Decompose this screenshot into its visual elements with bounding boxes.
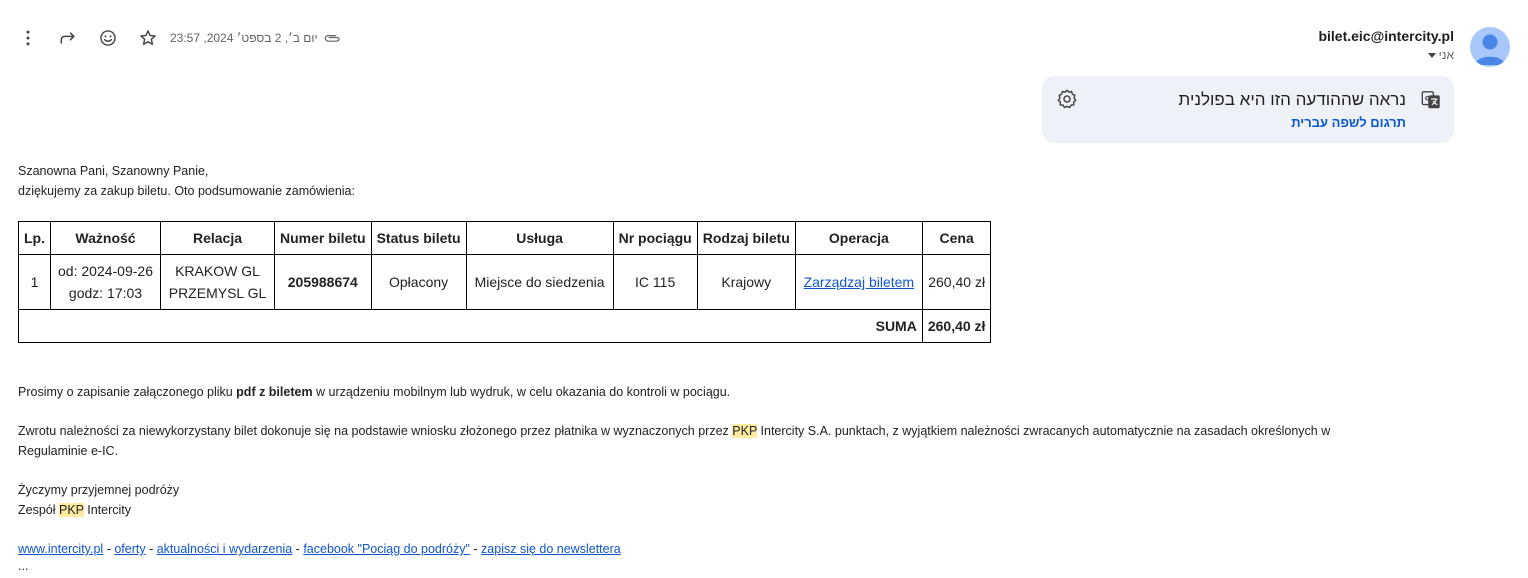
refund-text-b: Intercity S.A. punktach, z wyjątkiem należności zwracanych automatycznie na zasadach określonych w (757, 424, 1331, 438)
header-operation: Operacja (795, 222, 922, 255)
pdf-instruction-paragraph (18, 382, 1418, 402)
link-news[interactable]: aktualności i wydarzenia (156, 542, 293, 556)
translate-banner (1042, 76, 1454, 143)
sender-block (1318, 28, 1454, 62)
header-price: Cena (922, 222, 991, 255)
link-facebook[interactable]: facebook "Pociąg do podróży" (303, 542, 470, 556)
translate-link[interactable]: תרגום לשפה עברית (1291, 115, 1406, 130)
footer-links (18, 539, 1418, 559)
signature-line (18, 500, 1418, 520)
sum-value: 260,40 zł (922, 310, 991, 343)
message-toolbar (14, 24, 342, 52)
person-icon (1470, 27, 1510, 67)
link-offers[interactable]: oferty (114, 542, 146, 556)
header-lp: Lp. (19, 222, 51, 255)
cell-train: IC 115 (613, 255, 697, 310)
gear-icon[interactable] (1056, 88, 1078, 110)
cell-service: Miejsce do siedzenia (466, 255, 613, 310)
signature-text-a: Zespół (18, 503, 59, 517)
translate-icon (1420, 89, 1442, 111)
pdf-text-bold: pdf z biletem (236, 385, 313, 399)
more-options-button[interactable] (14, 24, 42, 52)
svg-text:G: G (1424, 94, 1431, 103)
header-status: Status biletu (371, 222, 466, 255)
validity-time: godz: 17:03 (68, 285, 143, 301)
cell-price: 260,40 zł (922, 255, 991, 310)
wishes-line: Życzymy przyjemnej podróży (18, 483, 180, 497)
header-route: Relacja (161, 222, 275, 255)
header-validity: Ważność (51, 222, 161, 255)
sum-row (19, 310, 991, 343)
cell-operation (795, 255, 922, 310)
separator: - (292, 542, 304, 556)
avatar[interactable] (1470, 27, 1510, 67)
cell-route (161, 255, 275, 310)
order-table (18, 221, 991, 343)
pdf-text-c: w urządzeniu mobilnym lub wydruk, w celu okazania do kontroli w pociągu. (312, 385, 731, 399)
add-reaction-button[interactable] (94, 24, 122, 52)
greeting-line-1: Szanowna Pani, Szanowny Panie, (18, 164, 209, 178)
chevron-down-icon (1428, 53, 1436, 58)
validity-from: od: 2024-09-26 (58, 263, 153, 279)
separator: - (469, 542, 482, 556)
refund-text-a: Zwrotu należności za niewykorzystany bilet dokonuje się na podstawie wniosku złożonego przez płatnika w wyznaczonych przez (18, 424, 733, 438)
route-to: PRZEMYSL GL (168, 285, 267, 301)
header-train: Nr pociągu (613, 222, 697, 255)
attachment-icon (324, 29, 342, 47)
refund-text-c: Regulaminie e-IC. (18, 444, 119, 458)
cell-lp: 1 (19, 255, 51, 310)
signature-highlight: PKP (59, 503, 84, 517)
table-header-row (19, 222, 991, 255)
more-vert-icon (18, 28, 38, 48)
refund-paragraph (18, 421, 1418, 461)
sum-label: SUMA (19, 310, 923, 343)
star-icon (138, 28, 158, 48)
greeting-line-2: dziękujemy za zakup biletu. Oto podsumowanie zamówienia: (18, 184, 355, 198)
recipient-details[interactable] (1318, 48, 1454, 62)
recipient-label: אני (1438, 48, 1454, 62)
separator: - (103, 542, 115, 556)
cell-validity (51, 255, 161, 310)
header-ticket-number: Numer biletu (275, 222, 372, 255)
cell-status: Opłacony (371, 255, 466, 310)
sender-email[interactable]: bilet.eic@intercity.pl (1318, 28, 1454, 44)
star-button[interactable] (134, 24, 162, 52)
separator: - (145, 542, 157, 556)
manage-ticket-link[interactable]: Zarządzaj biletem (803, 274, 915, 290)
link-intercity[interactable]: www.intercity.pl (18, 542, 104, 556)
link-newsletter[interactable]: zapisz się do newslettera (481, 542, 621, 556)
message-body (18, 161, 1418, 573)
message-date: יום ב׳, 2 בספט׳ 2024, 23:57 (170, 31, 318, 45)
emoji-icon (98, 28, 118, 48)
cell-ticket-type: Krajowy (697, 255, 795, 310)
signature-text-b: Intercity (83, 503, 132, 517)
forward-icon (58, 28, 78, 48)
table-row (19, 255, 991, 310)
forward-button[interactable] (54, 24, 82, 52)
refund-highlight: PKP (732, 424, 758, 438)
trimmed-content-ellipsis[interactable]: ... (18, 559, 29, 573)
cell-ticket-number: 205988674 (275, 255, 372, 310)
header-ticket-type: Rodzaj biletu (697, 222, 795, 255)
header-service: Usługa (466, 222, 613, 255)
route-from: KRAKOW GL (175, 263, 260, 279)
translate-notice: נראה שההודעה הזו היא בפולנית (1178, 90, 1406, 109)
pdf-text-a: Prosimy o zapisanie załączonego pliku (18, 385, 237, 399)
